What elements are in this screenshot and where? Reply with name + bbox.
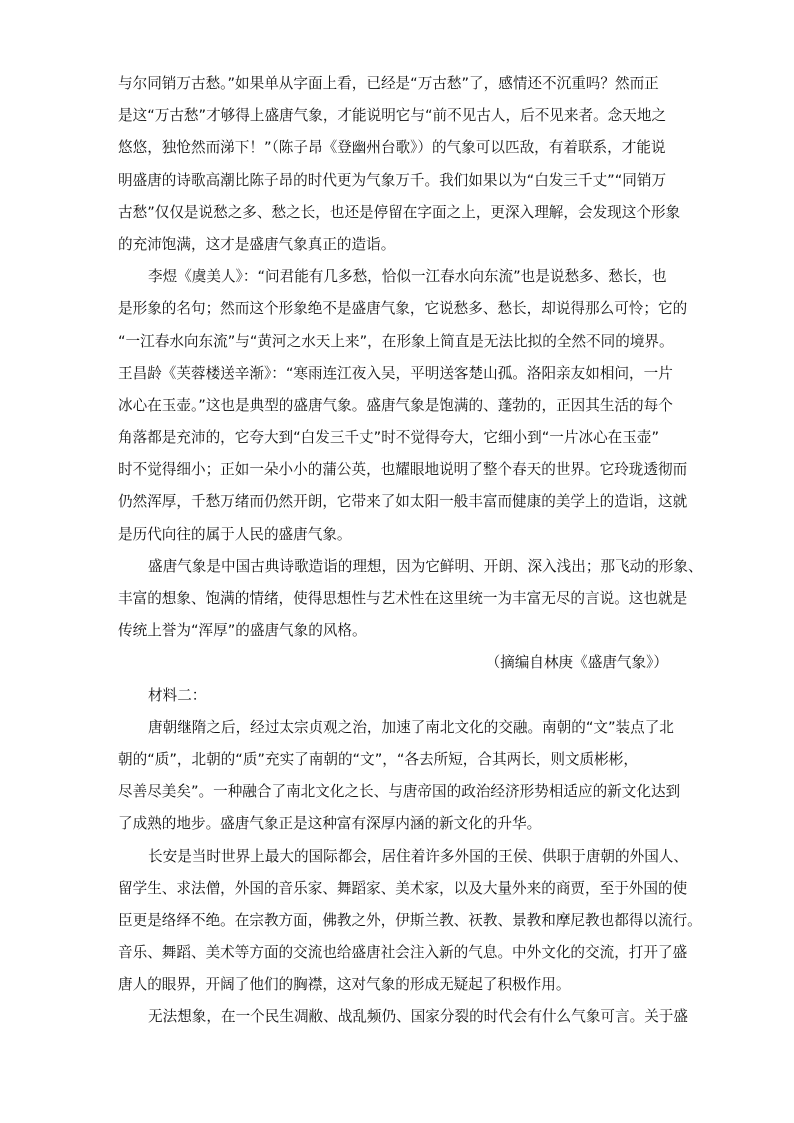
text-line: 仍然浑厚，千愁万绪而仍然开朗，它带来了如太阳一般丰富而健康的美学上的造诣，这就 [118, 493, 688, 511]
text-line: 丰富的想象、饱满的情绪，使得思想性与艺术性在这里统一为丰富无尽的言说。这也就是 [118, 590, 688, 607]
text-line: 冰心在玉壶。”这也是典型的盛唐气象。盛唐气象是饱满的、蓬勃的，正因其生活的每个 [118, 396, 673, 414]
text-line: 盛唐气象是中国古典诗歌造诣的理想，因为它鲜明、开朗、深入浅出；那飞动的形象、 [148, 557, 703, 575]
text-line: 音乐、舞蹈、美术等方面的交流也给盛唐社会注入新的气息。中外文化的交流，打开了盛 [118, 944, 688, 962]
material-label: 材料二： [148, 686, 207, 704]
source-citation: （摘编自林庚《盛唐气象》） [485, 654, 668, 672]
text-line: 唐朝继隋之后，经过太宗贞观之治，加速了南北文化的交融。南朝的“文”装点了北 [148, 718, 674, 736]
text-line: “一江春水向东流”与“黄河之水天上来”，在形象上简直是无法比拟的全然不同的境界。 [118, 332, 674, 350]
text-line: 的充沛饱满，这才是盛唐气象真正的造诣。 [118, 235, 396, 253]
paragraph [118, 1001, 688, 1033]
paragraph [118, 68, 680, 261]
text-line: 长安是当时世界上最大的国际都会，居住着许多外国的王侯、供职于唐朝的外国人、 [148, 847, 688, 865]
text-line: 古愁”仅仅是说愁之多、愁之长，也还是停留在字面之上，更深入理解，会发现这个形象 [118, 203, 681, 221]
text-line: 角落都是充沛的，它夸大到“白发三千丈”时不觉得夸大，它细小到“一片冰心在玉壶” [118, 429, 660, 447]
paragraph [118, 551, 703, 648]
text-line: 是形象的名句；然而这个形象绝不是盛唐气象，它说愁多、愁长，却说得那么可怜；它的 [118, 300, 688, 318]
text-line: 悠悠，独怆然而涕下！”（陈子昂《登幽州台歌》）的气象可以匹敌，有着联系，才能说 [118, 139, 666, 157]
text-line: 是历代向往的属于人民的盛唐气象。 [118, 525, 352, 543]
text-line: 时不觉得细小；正如一朵小小的蒲公英，也耀眼地说明了整个春天的世界。它玲珑透彻而 [118, 461, 688, 479]
text-line: 王昌龄《芙蓉楼送辛渐》：“寒雨连江夜入吴，平明送客楚山孤。洛阳亲友如相问，一片 [118, 364, 673, 382]
text-line: 李煜《虞美人》：“问君能有几多愁，恰似一江春水向东流”也是说愁多、愁长，也 [148, 268, 667, 286]
text-line: 明盛唐的诗歌高潮比陈子昂的时代更为气象万千。我们如果以为“白发三千丈”“同销万 [118, 171, 667, 189]
text-line: 无法想象，在一个民生凋敝、战乱频仍、国家分裂的时代会有什么气象可言。关于盛 [148, 1008, 688, 1026]
document-page [118, 68, 703, 1034]
text-line: 唐人的眼界，开阔了他们的胸襟，这对气象的形成无疑起了积极作用。 [118, 976, 571, 994]
text-line: 与尔同销万古愁。”如果单从字面上看，已经是“万古愁”了，感情还不沉重吗？然而正 [118, 75, 659, 92]
text-line: 了成熟的地步。盛唐气象正是这种富有深厚内涵的新文化的升华。 [118, 815, 542, 833]
paragraph [118, 841, 702, 1002]
paragraph [118, 261, 688, 551]
paragraph [118, 712, 680, 841]
text-line: 尽善尽美矣”。一种融合了南北文化之长、与唐帝国的政治经济形势相适应的新文化达到 [118, 783, 681, 801]
text-line: 传统上誉为“浑厚”的盛唐气象的风格。 [118, 622, 367, 640]
text-line: 臣更是络绎不绝。在宗教方面，佛教之外，伊斯兰教、祆教、景教和摩尼教也都得以流行。 [118, 911, 702, 929]
text-line: 是这“万古愁”才够得上盛唐气象，才能说明它与“前不见古人，后不见来者。念天地之 [118, 107, 667, 125]
text-line: 朝的“质”，北朝的“质”充实了南朝的“文”，“各去所短，合其两长，则文质彬彬， [118, 750, 638, 768]
text-line: 留学生、求法僧，外国的音乐家、舞蹈家、美术家，以及大量外来的商贾，至于外国的使 [118, 879, 688, 897]
